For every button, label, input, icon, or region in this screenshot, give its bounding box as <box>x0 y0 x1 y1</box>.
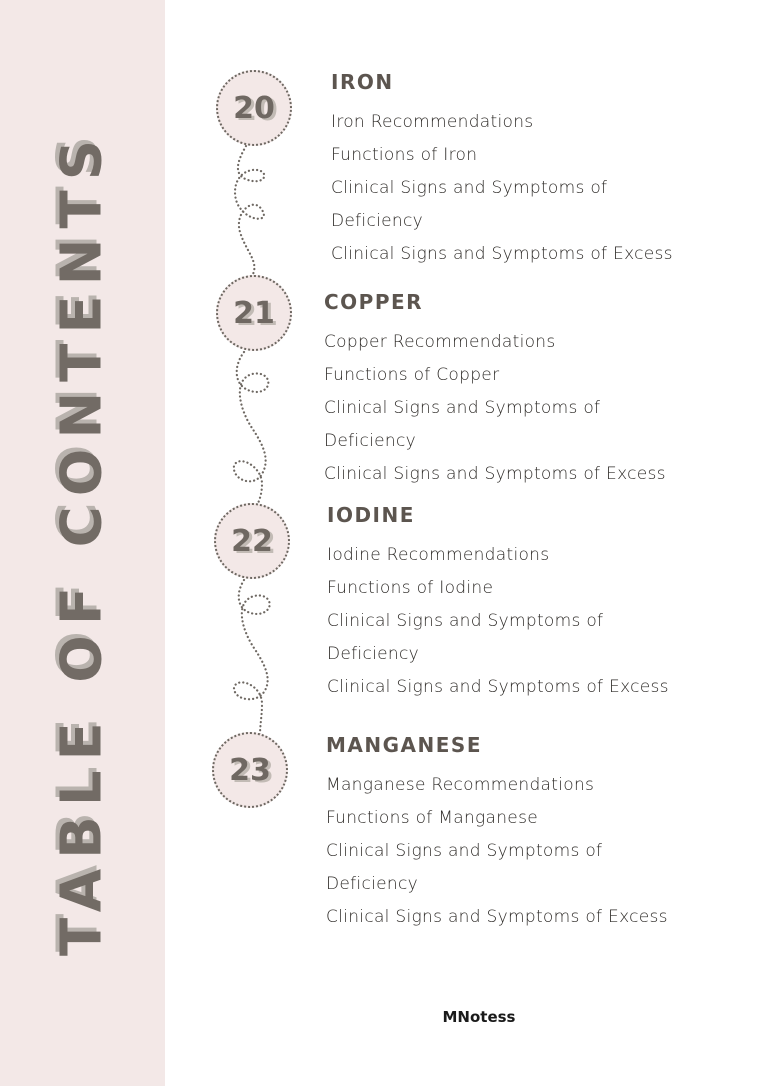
section-title: MANGANESE <box>326 733 482 757</box>
sidebar-panel <box>0 0 165 1086</box>
page-number-circle-22: 22 <box>214 503 290 579</box>
page-number-circle-20: 20 <box>216 70 292 146</box>
toc-entry[interactable]: Functions of Iron <box>331 145 478 165</box>
brand-footer: MNotess <box>442 1008 516 1026</box>
toc-section-iron <box>331 70 673 271</box>
toc-entry[interactable]: Clinical Signs and Symptoms of <box>326 841 603 861</box>
section-title: IODINE <box>327 503 415 527</box>
page-number-circle-23: 23 <box>212 732 288 808</box>
toc-entry[interactable]: Clinical Signs and Symptoms of <box>327 611 604 631</box>
toc-section-manganese <box>326 733 668 934</box>
toc-entry[interactable]: Iodine Recommendations <box>327 545 550 565</box>
toc-entry[interactable]: Clinical Signs and Symptoms of Excess <box>324 464 666 484</box>
section-title: IRON <box>331 70 394 94</box>
toc-entry[interactable]: Functions of Copper <box>324 365 500 385</box>
toc-entry[interactable]: Functions of Manganese <box>326 808 538 828</box>
toc-entry[interactable]: Iron Recommendations <box>331 112 534 132</box>
toc-entry[interactable]: Clinical Signs and Symptoms of Excess <box>326 907 668 927</box>
sidebar-title: TABLE OF CONTENTS <box>49 129 115 957</box>
toc-entry[interactable]: Clinical Signs and Symptoms of <box>331 178 608 198</box>
toc-entry[interactable]: Deficiency <box>326 874 418 894</box>
page-number-circle-21: 21 <box>216 275 292 351</box>
section-title: COPPER <box>324 290 424 314</box>
toc-entry[interactable]: Deficiency <box>327 644 419 664</box>
toc-entry[interactable]: Clinical Signs and Symptoms of <box>324 398 601 418</box>
toc-section-copper <box>324 290 666 491</box>
toc-entry[interactable]: Clinical Signs and Symptoms of Excess <box>331 244 673 264</box>
toc-section-iodine <box>327 503 669 704</box>
toc-entry[interactable]: Deficiency <box>331 211 423 231</box>
toc-entry[interactable]: Functions of Iodine <box>327 578 494 598</box>
toc-entry[interactable]: Deficiency <box>324 431 416 451</box>
toc-entry[interactable]: Manganese Recommendations <box>326 775 595 795</box>
toc-entry[interactable]: Clinical Signs and Symptoms of Excess <box>327 677 669 697</box>
toc-entry[interactable]: Copper Recommendations <box>324 332 556 352</box>
